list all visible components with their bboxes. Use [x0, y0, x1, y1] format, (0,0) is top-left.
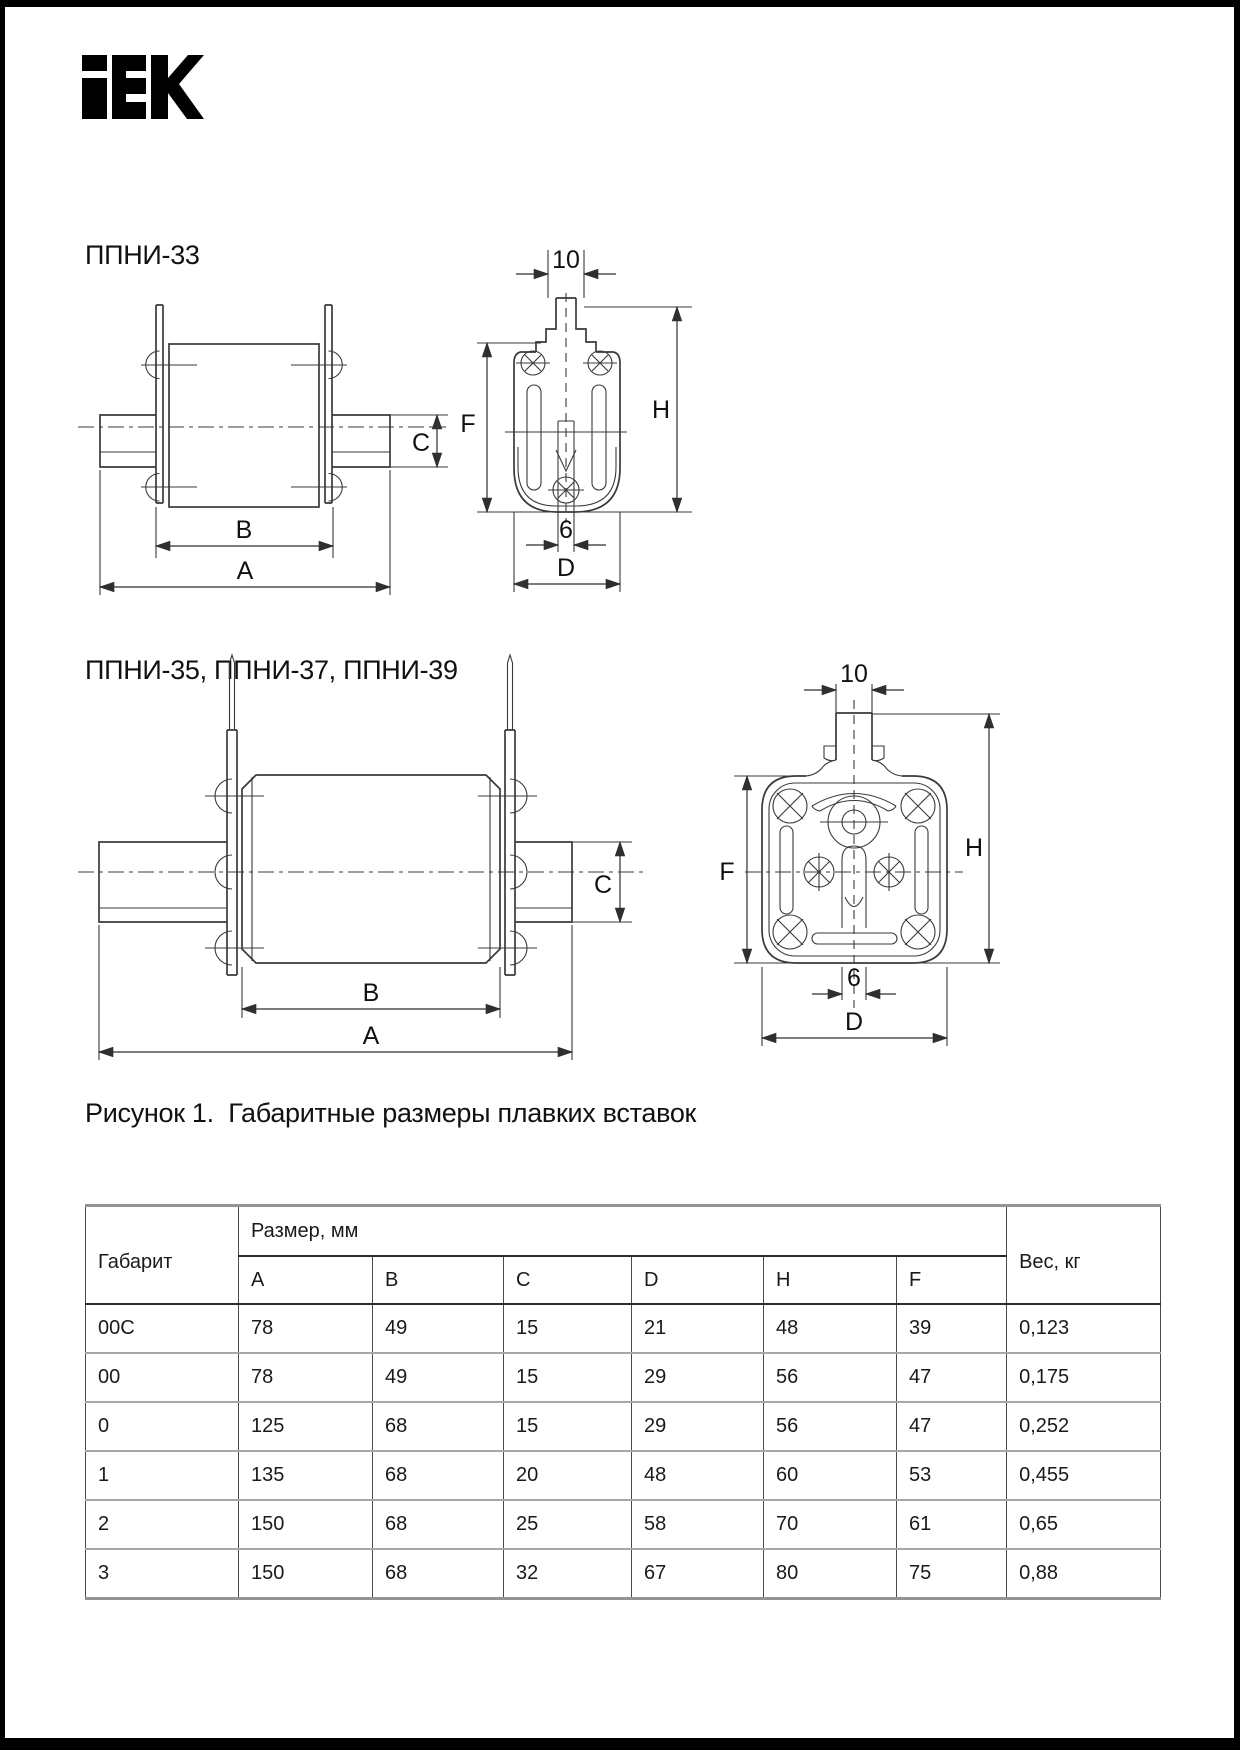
figure2-drawing — [75, 630, 1005, 1062]
cell-h: 60 — [764, 1451, 897, 1500]
col-header-size: Размер, мм — [239, 1206, 1007, 1257]
cell-gabarit: 3 — [86, 1549, 239, 1599]
cell-b: 49 — [373, 1353, 504, 1402]
cell-weight: 0,65 — [1007, 1500, 1161, 1549]
col-header-c: C — [504, 1256, 632, 1304]
fig1-dim-f: F — [460, 410, 476, 438]
dimensions-table — [85, 1204, 1161, 1600]
cell-d: 29 — [632, 1402, 764, 1451]
fig2-dim-6: 6 — [847, 964, 861, 992]
cell-weight: 0,123 — [1007, 1304, 1161, 1353]
table-row — [86, 1451, 1161, 1500]
cell-d: 48 — [632, 1451, 764, 1500]
cell-b: 68 — [373, 1500, 504, 1549]
col-header-h: H — [764, 1256, 897, 1304]
figure2-side-view — [78, 655, 648, 1060]
cell-f: 75 — [897, 1549, 1007, 1599]
fig2-dim-f: F — [719, 858, 735, 886]
cell-f: 47 — [897, 1402, 1007, 1451]
table-row — [86, 1353, 1161, 1402]
fig1-dim-h: H — [651, 396, 671, 424]
fig2-dim-10: 10 — [840, 660, 868, 688]
cell-a: 78 — [239, 1304, 373, 1353]
table-row — [86, 1304, 1161, 1353]
fig1-dim-10: 10 — [552, 246, 580, 274]
fig1-dim-c: C — [411, 429, 430, 457]
fig1-dim-b: B — [235, 516, 253, 544]
cell-weight: 0,252 — [1007, 1402, 1161, 1451]
cell-c: 15 — [504, 1353, 632, 1402]
cell-gabarit: 1 — [86, 1451, 239, 1500]
fig1-dim-a: A — [236, 557, 254, 585]
col-header-f: F — [897, 1256, 1007, 1304]
col-header-weight: Вес, кг — [1007, 1206, 1161, 1305]
cell-h: 70 — [764, 1500, 897, 1549]
cell-weight: 0,455 — [1007, 1451, 1161, 1500]
fig2-dim-d: D — [844, 1008, 864, 1036]
fig2-dim-h: H — [964, 834, 984, 862]
cell-gabarit: 00 — [86, 1353, 239, 1402]
table-row — [86, 1500, 1161, 1549]
table-row — [86, 1402, 1161, 1451]
col-header-gabarit: Габарит — [86, 1206, 239, 1305]
col-header-a: A — [239, 1256, 373, 1304]
fig1-dim-d: D — [556, 554, 576, 582]
cell-a: 150 — [239, 1500, 373, 1549]
figure1-drawing — [75, 230, 705, 595]
cell-f: 47 — [897, 1353, 1007, 1402]
cell-c: 20 — [504, 1451, 632, 1500]
cell-a: 135 — [239, 1451, 373, 1500]
cell-a: 78 — [239, 1353, 373, 1402]
figure-caption: Рисунок 1. Габаритные размеры плавких вставок — [85, 1098, 697, 1128]
cell-b: 68 — [373, 1549, 504, 1599]
cell-b: 49 — [373, 1304, 504, 1353]
cell-h: 48 — [764, 1304, 897, 1353]
cell-c: 15 — [504, 1304, 632, 1353]
fig2-dim-b: B — [362, 979, 380, 1007]
cell-gabarit: 0 — [86, 1402, 239, 1451]
cell-a: 125 — [239, 1402, 373, 1451]
figure1-front-view — [460, 246, 692, 592]
cell-f: 61 — [897, 1500, 1007, 1549]
cell-d: 58 — [632, 1500, 764, 1549]
cell-d: 21 — [632, 1304, 764, 1353]
cell-h: 56 — [764, 1353, 897, 1402]
figure2-label: ППНИ-35, ППНИ-37, ППНИ-39 — [85, 655, 458, 685]
cell-gabarit: 00C — [86, 1304, 239, 1353]
col-header-d: D — [632, 1256, 764, 1304]
cell-f: 53 — [897, 1451, 1007, 1500]
figure1-label: ППНИ-33 — [85, 240, 200, 270]
cell-d: 29 — [632, 1353, 764, 1402]
fig1-dim-6: 6 — [559, 516, 573, 544]
cell-d: 67 — [632, 1549, 764, 1599]
cell-b: 68 — [373, 1402, 504, 1451]
table-row — [86, 1549, 1161, 1599]
figure2-front-view — [719, 660, 1000, 1046]
iek-logo — [82, 55, 204, 119]
cell-a: 150 — [239, 1549, 373, 1599]
cell-c: 32 — [504, 1549, 632, 1599]
cell-h: 56 — [764, 1402, 897, 1451]
col-header-b: B — [373, 1256, 504, 1304]
cell-b: 68 — [373, 1451, 504, 1500]
cell-weight: 0,88 — [1007, 1549, 1161, 1599]
cell-gabarit: 2 — [86, 1500, 239, 1549]
fig2-dim-c: C — [593, 871, 612, 899]
fig2-dim-a: A — [362, 1022, 380, 1050]
cell-c: 15 — [504, 1402, 632, 1451]
cell-c: 25 — [504, 1500, 632, 1549]
figure1-side-view — [78, 305, 448, 595]
cell-h: 80 — [764, 1549, 897, 1599]
cell-f: 39 — [897, 1304, 1007, 1353]
cell-weight: 0,175 — [1007, 1353, 1161, 1402]
